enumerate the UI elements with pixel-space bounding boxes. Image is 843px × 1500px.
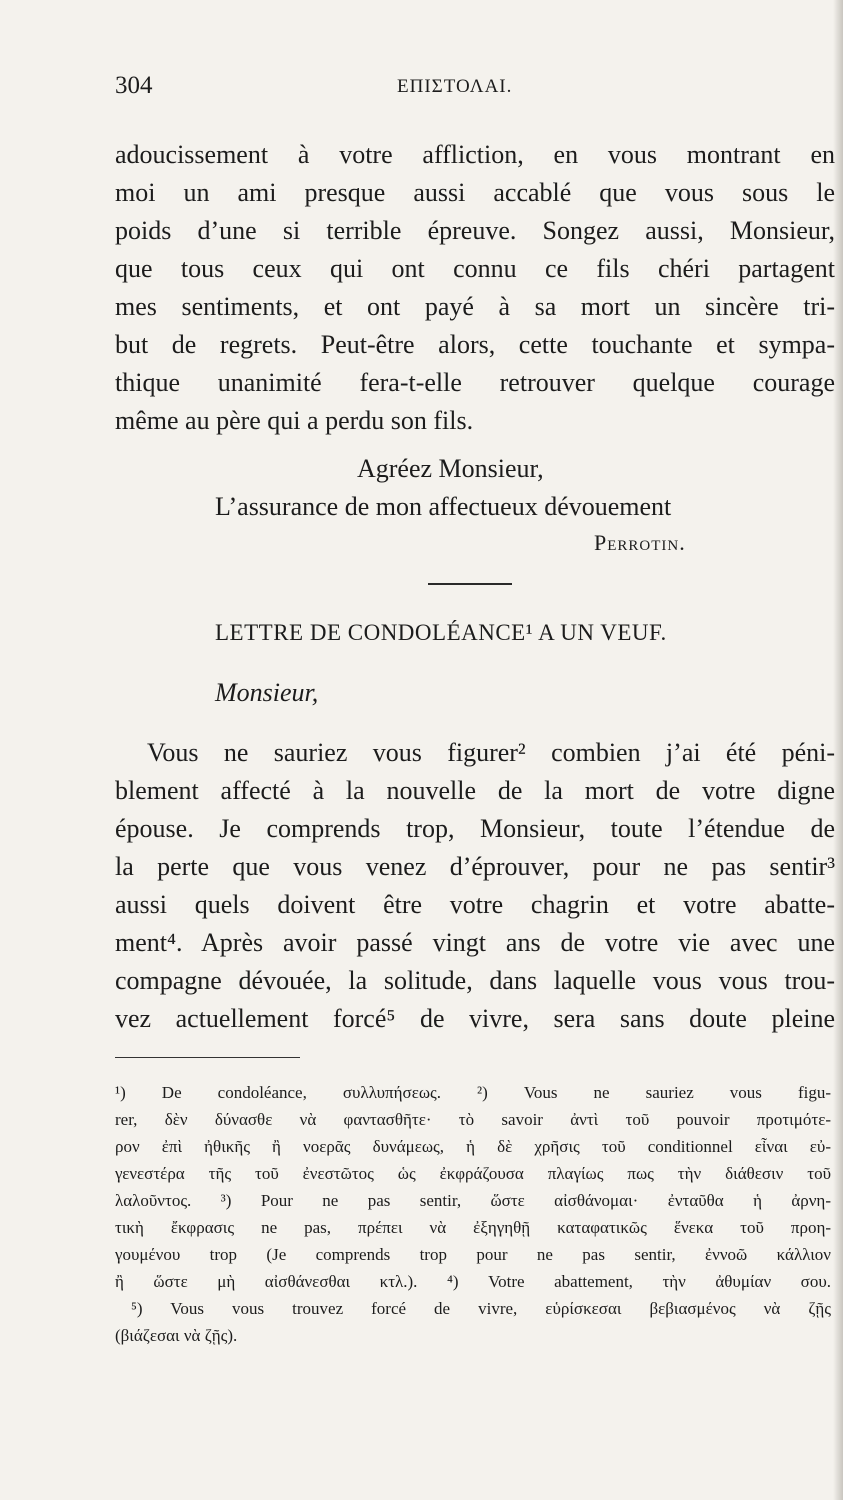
body-line: poids d’une si terrible épreuve. Songez aussi, Monsieur, [115, 216, 835, 245]
footnote-line: ἢ ὥστε μὴ αἰσθάνεσθαι κτλ.). ⁴) Votre abattement, τὴν ἀθυμίαν σου. [115, 1272, 831, 1291]
body-line: moi un ami presque aussi accablé que vous sous le [115, 178, 835, 207]
body-line: mes sentiments, et ont payé à sa mort un sincère tri- [115, 292, 835, 321]
page-header [115, 72, 835, 112]
signature: Perrotin. [594, 530, 686, 555]
footnote-rule [115, 1057, 300, 1058]
body-line: ment⁴. Après avoir passé vingt ans de votre vie avec une [115, 928, 835, 957]
body-line: blement affecté à la nouvelle de la mort de votre digne [115, 776, 835, 805]
body-line: aussi quels doivent être votre chagrin et votre abatte- [115, 890, 835, 919]
page-number: 304 [115, 72, 153, 99]
footnote-line: γενεστέρα τῆς τοῦ ἐνεστῶτος ὡς ἐκφράζουσα πλαγίως πως τὴν διάθεσιν τοῦ [115, 1164, 831, 1183]
closing-assurance: L’assurance de mon affectueux dévouement [215, 492, 672, 521]
body-line: que tous ceux qui ont connu ce fils chéri partagent [115, 254, 835, 283]
footnote-line: rer, δὲν δύνασθε νὰ φαντασθῆτε· τὸ savoir ἀντὶ τοῦ pouvoir προτιμότε- [115, 1110, 831, 1129]
body-line: même au père qui a perdu son fils. [115, 406, 474, 435]
body-line: vez actuellement forcé⁵ de vivre, sera sans doute pleine [115, 1004, 835, 1033]
body-line: Vous ne sauriez vous figurer² combien j’ai été péni- [147, 738, 835, 767]
running-head: ΕΠΙΣΤΟΛΑΙ. [397, 76, 513, 97]
footnote-line: (βιάζεσαι νὰ ζῇς). [115, 1326, 238, 1345]
footnote-line: γουμένου trop (Je comprends trop pour ne pas sentir, ἐννοῶ κάλλιον [115, 1245, 831, 1264]
footnote-line: ¹) De condoléance, συλλυπήσεως. ²) Vous ne sauriez vous figu- [115, 1083, 831, 1102]
footnote-line: λαλοῦντος. ³) Pour ne pas sentir, ὥστε αἰσθάνομαι· ἐνταῦθα ἡ ἀρνη- [115, 1191, 831, 1210]
body-line: adoucissement à votre affliction, en vous montrant en [115, 140, 835, 169]
body-line: thique unanimité fera-t-elle retrouver quelque courage [115, 368, 835, 397]
body-line: but de regrets. Peut-être alors, cette touchante et sympa- [115, 330, 835, 359]
footnote-line: ⁵) Vous vous trouvez forcé de vivre, εὑρίσκεσαι βεβιασμένος νὰ ζῇς [131, 1299, 831, 1318]
body-line: la perte que vous venez d’éprouver, pour ne pas sentir³ [115, 852, 835, 881]
body-line: compagne dévouée, la solitude, dans laquelle vous vous trou- [115, 966, 835, 995]
salutation: Monsieur, [215, 678, 319, 707]
footnote-line: ρον ἐπὶ ἠθικῆς ἢ νοερᾶς δυνάμεως, ἡ δὲ χρῆσις τοῦ conditionnel εἶναι εὐ- [115, 1137, 831, 1156]
closing-formula: Agréez Monsieur, [357, 454, 544, 483]
body-line: épouse. Je comprends trop, Monsieur, toute l’étendue de [115, 814, 835, 843]
letter-title: LETTRE DE CONDOLÉANCE¹ A UN VEUF. [215, 620, 667, 645]
footnote-line: τικὴ ἔκφρασις ne pas, πρέπει νὰ ἐξηγηθῇ καταφατικῶς ἕνεκα τοῦ προη- [115, 1218, 831, 1237]
section-divider [428, 583, 512, 585]
